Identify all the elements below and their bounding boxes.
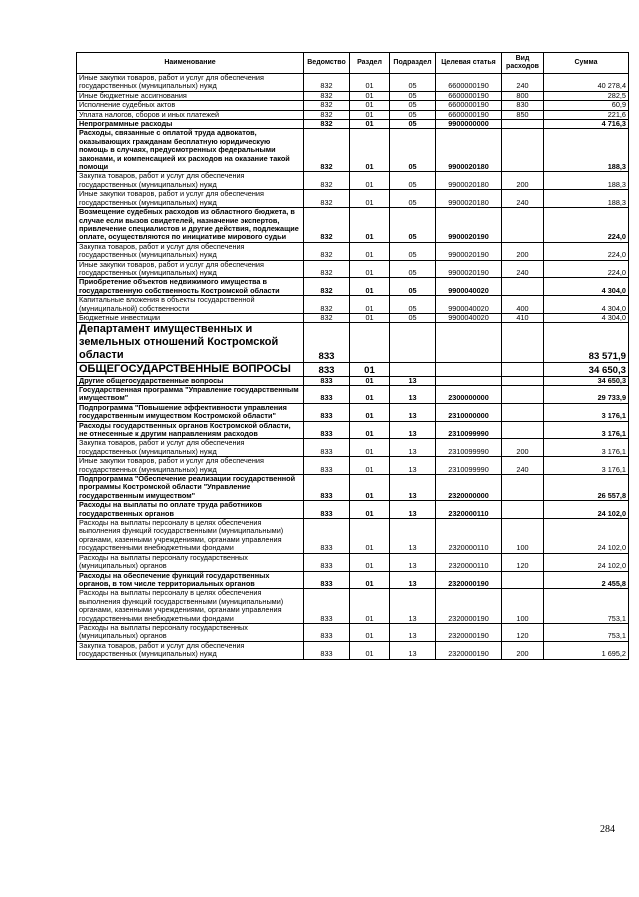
row-amount: 3 176,1 xyxy=(544,457,629,475)
row-name: Департамент имущественных и земельных отношений Костромской области xyxy=(77,323,304,362)
row-name: Бюджетные инвестиции xyxy=(77,313,304,322)
row-department: 832 xyxy=(304,313,350,322)
row-target-item xyxy=(436,362,502,376)
row-name: Приобретение объектов недвижимого имущества в государственную собственность Костромской области xyxy=(77,278,304,296)
row-section: 01 xyxy=(350,242,390,260)
row-amount: 34 650,3 xyxy=(544,362,629,376)
row-amount: 282,5 xyxy=(544,91,629,100)
row-expense-type: 200 xyxy=(502,439,544,457)
row-expense-type xyxy=(502,385,544,403)
col-header-subsection: Подраздел xyxy=(390,53,436,74)
row-department: 832 xyxy=(304,110,350,119)
row-amount: 1 695,2 xyxy=(544,641,629,659)
row-target-item: 2320000000 xyxy=(436,475,502,501)
row-name: Иные закупки товаров, работ и услуг для обеспечения государственных (муниципальных) нужд xyxy=(77,190,304,208)
row-section: 01 xyxy=(350,313,390,322)
table-row xyxy=(77,260,629,278)
row-section: 01 xyxy=(350,403,390,421)
row-amount: 3 176,1 xyxy=(544,421,629,439)
row-name: Государственная программа "Управление государственным имуществом" xyxy=(77,385,304,403)
row-amount: 188,3 xyxy=(544,129,629,172)
row-target-item: 9900020190 xyxy=(436,242,502,260)
row-expense-type xyxy=(502,362,544,376)
row-expense-type: 240 xyxy=(502,260,544,278)
table-row xyxy=(77,641,629,659)
row-amount: 34 650,3 xyxy=(544,376,629,385)
row-department: 833 xyxy=(304,501,350,519)
row-amount: 224,0 xyxy=(544,260,629,278)
col-header-section: Раздел xyxy=(350,53,390,74)
row-subsection: 05 xyxy=(390,242,436,260)
row-subsection: 05 xyxy=(390,296,436,314)
row-target-item: 2320000190 xyxy=(436,589,502,624)
row-department: 833 xyxy=(304,457,350,475)
table-row xyxy=(77,101,629,110)
row-name: Исполнение судебных актов xyxy=(77,101,304,110)
row-amount: 40 278,4 xyxy=(544,74,629,92)
table-row xyxy=(77,457,629,475)
row-department: 833 xyxy=(304,589,350,624)
table-row xyxy=(77,296,629,314)
row-expense-type xyxy=(502,129,544,172)
row-target-item: 9900020180 xyxy=(436,172,502,190)
row-subsection: 13 xyxy=(390,589,436,624)
row-expense-type xyxy=(502,403,544,421)
table-row xyxy=(77,362,629,376)
row-expense-type xyxy=(502,278,544,296)
row-amount: 24 102,0 xyxy=(544,501,629,519)
row-expense-type: 800 xyxy=(502,91,544,100)
row-target-item: 2310099990 xyxy=(436,421,502,439)
table-row xyxy=(77,129,629,172)
row-amount: 753,1 xyxy=(544,623,629,641)
row-department: 833 xyxy=(304,439,350,457)
row-expense-type: 100 xyxy=(502,519,544,554)
row-target-item: 6600000190 xyxy=(436,110,502,119)
table-row xyxy=(77,208,629,243)
row-section: 01 xyxy=(350,110,390,119)
row-department: 832 xyxy=(304,74,350,92)
row-amount: 224,0 xyxy=(544,242,629,260)
row-section: 01 xyxy=(350,623,390,641)
row-section: 01 xyxy=(350,296,390,314)
row-department: 833 xyxy=(304,385,350,403)
row-subsection: 13 xyxy=(390,403,436,421)
row-amount: 4 304,0 xyxy=(544,278,629,296)
row-expense-type xyxy=(502,501,544,519)
table-row xyxy=(77,589,629,624)
col-header-target-item: Целевая статья xyxy=(436,53,502,74)
row-target-item: 2320000190 xyxy=(436,571,502,589)
table-row xyxy=(77,553,629,571)
row-department: 832 xyxy=(304,120,350,129)
table-row xyxy=(77,475,629,501)
row-department: 833 xyxy=(304,403,350,421)
row-name: Иные закупки товаров, работ и услуг для обеспечения государственных (муниципальных) нужд xyxy=(77,457,304,475)
row-amount: 221,6 xyxy=(544,110,629,119)
row-subsection xyxy=(390,362,436,376)
row-department: 833 xyxy=(304,421,350,439)
row-subsection: 13 xyxy=(390,475,436,501)
row-name: Расходы на выплаты персоналу в целях обеспечения выполнения функций государственными (муниципальными) органами, казенными учреждениями, органами управления государственными внебюджетными фондами xyxy=(77,589,304,624)
row-target-item: 2310099990 xyxy=(436,457,502,475)
row-expense-type: 200 xyxy=(502,641,544,659)
row-amount: 4 304,0 xyxy=(544,296,629,314)
table-row xyxy=(77,74,629,92)
row-section: 01 xyxy=(350,362,390,376)
row-section: 01 xyxy=(350,589,390,624)
row-department: 832 xyxy=(304,91,350,100)
row-expense-type: 410 xyxy=(502,313,544,322)
row-department: 833 xyxy=(304,553,350,571)
row-name: Закупка товаров, работ и услуг для обеспечения государственных (муниципальных) нужд xyxy=(77,172,304,190)
row-subsection: 13 xyxy=(390,571,436,589)
row-target-item xyxy=(436,376,502,385)
table-row xyxy=(77,376,629,385)
row-section: 01 xyxy=(350,120,390,129)
row-expense-type xyxy=(502,323,544,362)
row-target-item: 9900020180 xyxy=(436,129,502,172)
table-row xyxy=(77,501,629,519)
row-section: 01 xyxy=(350,421,390,439)
table-row xyxy=(77,190,629,208)
col-header-expense-type: Вид расходов xyxy=(502,53,544,74)
row-expense-type: 100 xyxy=(502,589,544,624)
row-expense-type xyxy=(502,571,544,589)
row-amount: 3 176,1 xyxy=(544,403,629,421)
row-name: Возмещение судебных расходов из областного бюджета, в случае если вызов свидетелей, назначение экспертов, привлечение специалистов и другие действия, подлежащие оплате, осуществляются по инициативе мирового судьи xyxy=(77,208,304,243)
row-section: 01 xyxy=(350,376,390,385)
row-expense-type: 200 xyxy=(502,242,544,260)
row-subsection: 05 xyxy=(390,74,436,92)
row-subsection: 05 xyxy=(390,260,436,278)
col-header-department: Ведомство xyxy=(304,53,350,74)
row-target-item: 9900000000 xyxy=(436,120,502,129)
table-body xyxy=(77,74,629,660)
row-department: 833 xyxy=(304,623,350,641)
row-department: 833 xyxy=(304,362,350,376)
row-amount: 24 102,0 xyxy=(544,519,629,554)
row-section: 01 xyxy=(350,101,390,110)
row-expense-type xyxy=(502,208,544,243)
row-department: 832 xyxy=(304,260,350,278)
row-target-item xyxy=(436,323,502,362)
row-subsection: 13 xyxy=(390,553,436,571)
row-section: 01 xyxy=(350,457,390,475)
row-amount: 4 304,0 xyxy=(544,313,629,322)
row-name: Непрограммные расходы xyxy=(77,120,304,129)
row-name: Иные бюджетные ассигнования xyxy=(77,91,304,100)
row-amount: 188,3 xyxy=(544,172,629,190)
row-expense-type: 830 xyxy=(502,101,544,110)
row-expense-type xyxy=(502,421,544,439)
row-name: Расходы на обеспечение функций государственных органов, в том числе территориальных органов xyxy=(77,571,304,589)
row-department: 833 xyxy=(304,519,350,554)
row-expense-type xyxy=(502,475,544,501)
row-subsection: 13 xyxy=(390,501,436,519)
row-department: 832 xyxy=(304,190,350,208)
row-subsection: 05 xyxy=(390,172,436,190)
row-section: 01 xyxy=(350,501,390,519)
row-subsection: 13 xyxy=(390,376,436,385)
row-subsection: 05 xyxy=(390,208,436,243)
col-header-amount: Сумма xyxy=(544,53,629,74)
row-expense-type xyxy=(502,376,544,385)
table-row xyxy=(77,110,629,119)
row-expense-type: 120 xyxy=(502,623,544,641)
row-subsection: 13 xyxy=(390,641,436,659)
row-name: Закупка товаров, работ и услуг для обеспечения государственных (муниципальных) нужд xyxy=(77,641,304,659)
row-section: 01 xyxy=(350,385,390,403)
row-section xyxy=(350,323,390,362)
row-section: 01 xyxy=(350,553,390,571)
row-name: Уплата налогов, сборов и иных платежей xyxy=(77,110,304,119)
row-amount: 188,3 xyxy=(544,190,629,208)
row-expense-type: 240 xyxy=(502,74,544,92)
row-target-item: 2320000190 xyxy=(436,641,502,659)
row-subsection: 05 xyxy=(390,120,436,129)
row-subsection: 13 xyxy=(390,623,436,641)
row-name: Расходы на выплаты персоналу государственных (муниципальных) органов xyxy=(77,553,304,571)
table-header-row xyxy=(77,53,629,74)
row-section: 01 xyxy=(350,260,390,278)
row-target-item: 9900040020 xyxy=(436,296,502,314)
row-name: Расходы на выплаты по оплате труда работников государственных органов xyxy=(77,501,304,519)
row-target-item: 2320000190 xyxy=(436,623,502,641)
row-subsection: 05 xyxy=(390,101,436,110)
table-row xyxy=(77,313,629,322)
row-target-item: 2300000000 xyxy=(436,385,502,403)
row-subsection: 05 xyxy=(390,91,436,100)
row-department: 833 xyxy=(304,323,350,362)
row-subsection: 13 xyxy=(390,457,436,475)
row-amount: 2 455,8 xyxy=(544,571,629,589)
row-name: Капитальные вложения в объекты государственной (муниципальной) собственности xyxy=(77,296,304,314)
table-row xyxy=(77,172,629,190)
row-target-item: 9900040020 xyxy=(436,313,502,322)
table-row xyxy=(77,120,629,129)
table-row xyxy=(77,91,629,100)
row-target-item: 9900040020 xyxy=(436,278,502,296)
table-row xyxy=(77,421,629,439)
row-name: Расходы на выплаты персоналу государственных (муниципальных) органов xyxy=(77,623,304,641)
table-row xyxy=(77,278,629,296)
table-row xyxy=(77,571,629,589)
row-expense-type: 240 xyxy=(502,457,544,475)
row-section: 01 xyxy=(350,91,390,100)
row-department: 832 xyxy=(304,172,350,190)
row-section: 01 xyxy=(350,278,390,296)
row-section: 01 xyxy=(350,129,390,172)
table-row xyxy=(77,519,629,554)
row-subsection: 13 xyxy=(390,421,436,439)
row-subsection: 05 xyxy=(390,313,436,322)
row-section: 01 xyxy=(350,439,390,457)
row-amount: 24 102,0 xyxy=(544,553,629,571)
row-name: ОБЩЕГОСУДАРСТВЕННЫЕ ВОПРОСЫ xyxy=(77,362,304,376)
page-number: 284 xyxy=(600,824,615,835)
table-row xyxy=(77,623,629,641)
table-row xyxy=(77,323,629,362)
row-department: 832 xyxy=(304,278,350,296)
row-section: 01 xyxy=(350,519,390,554)
row-amount: 4 716,3 xyxy=(544,120,629,129)
col-header-name: Наименование xyxy=(77,53,304,74)
row-department: 832 xyxy=(304,208,350,243)
row-department: 833 xyxy=(304,641,350,659)
row-expense-type xyxy=(502,120,544,129)
row-target-item: 9900020190 xyxy=(436,208,502,243)
row-name: Закупка товаров, работ и услуг для обеспечения государственных (муниципальных) нужд xyxy=(77,439,304,457)
row-department: 832 xyxy=(304,129,350,172)
row-target-item: 2320000110 xyxy=(436,519,502,554)
row-target-item: 2320000110 xyxy=(436,553,502,571)
row-section: 01 xyxy=(350,571,390,589)
row-subsection: 13 xyxy=(390,439,436,457)
row-amount: 29 733,9 xyxy=(544,385,629,403)
row-name: Подпрограмма "Обеспечение реализации государственной программы Костромской области "Управление государственным имуществом" xyxy=(77,475,304,501)
row-amount: 224,0 xyxy=(544,208,629,243)
row-name: Расходы государственных органов Костромской области, не отнесенные к другим направлениям расходов xyxy=(77,421,304,439)
table-row xyxy=(77,403,629,421)
row-department: 833 xyxy=(304,571,350,589)
row-subsection: 05 xyxy=(390,278,436,296)
row-target-item: 9900020180 xyxy=(436,190,502,208)
row-expense-type: 240 xyxy=(502,190,544,208)
row-target-item: 2310000000 xyxy=(436,403,502,421)
row-section: 01 xyxy=(350,641,390,659)
row-target-item: 2310099990 xyxy=(436,439,502,457)
row-subsection: 05 xyxy=(390,110,436,119)
row-section: 01 xyxy=(350,74,390,92)
row-subsection xyxy=(390,323,436,362)
row-department: 832 xyxy=(304,242,350,260)
row-amount: 83 571,9 xyxy=(544,323,629,362)
row-amount: 60,9 xyxy=(544,101,629,110)
row-section: 01 xyxy=(350,475,390,501)
row-department: 833 xyxy=(304,475,350,501)
row-department: 832 xyxy=(304,101,350,110)
row-name: Иные закупки товаров, работ и услуг для обеспечения государственных (муниципальных) нужд xyxy=(77,260,304,278)
table-row xyxy=(77,242,629,260)
row-subsection: 05 xyxy=(390,129,436,172)
row-expense-type: 850 xyxy=(502,110,544,119)
row-name: Расходы, связанные с оплатой труда адвокатов, оказывающих гражданам бесплатную юридическую помощь в случаях, предусмотренных федеральными законами, и компенсацией их расходов на оказание такой помощи xyxy=(77,129,304,172)
row-name: Другие общегосударственные вопросы xyxy=(77,376,304,385)
row-department: 832 xyxy=(304,296,350,314)
row-subsection: 05 xyxy=(390,190,436,208)
table-row xyxy=(77,385,629,403)
row-target-item: 6600000190 xyxy=(436,91,502,100)
budget-table xyxy=(76,52,629,660)
row-amount: 3 176,1 xyxy=(544,439,629,457)
row-amount: 753,1 xyxy=(544,589,629,624)
row-target-item: 9900020190 xyxy=(436,260,502,278)
row-section: 01 xyxy=(350,208,390,243)
row-expense-type: 120 xyxy=(502,553,544,571)
row-amount: 26 557,8 xyxy=(544,475,629,501)
row-subsection: 13 xyxy=(390,385,436,403)
row-target-item: 2320000110 xyxy=(436,501,502,519)
row-section: 01 xyxy=(350,172,390,190)
row-name: Закупка товаров, работ и услуг для обеспечения государственных (муниципальных) нужд xyxy=(77,242,304,260)
row-name: Иные закупки товаров, работ и услуг для обеспечения государственных (муниципальных) нужд xyxy=(77,74,304,92)
row-name: Расходы на выплаты персоналу в целях обеспечения выполнения функций государственными (муниципальными) органами, казенными учреждениями, органами управления государственными внебюджетными фондами xyxy=(77,519,304,554)
row-target-item: 6600000190 xyxy=(436,101,502,110)
row-target-item: 6600000190 xyxy=(436,74,502,92)
table-row xyxy=(77,439,629,457)
row-section: 01 xyxy=(350,190,390,208)
row-expense-type: 200 xyxy=(502,172,544,190)
row-subsection: 13 xyxy=(390,519,436,554)
row-expense-type: 400 xyxy=(502,296,544,314)
row-name: Подпрограмма "Повышение эффективности управления государственным имуществом Костромской области" xyxy=(77,403,304,421)
row-department: 833 xyxy=(304,376,350,385)
